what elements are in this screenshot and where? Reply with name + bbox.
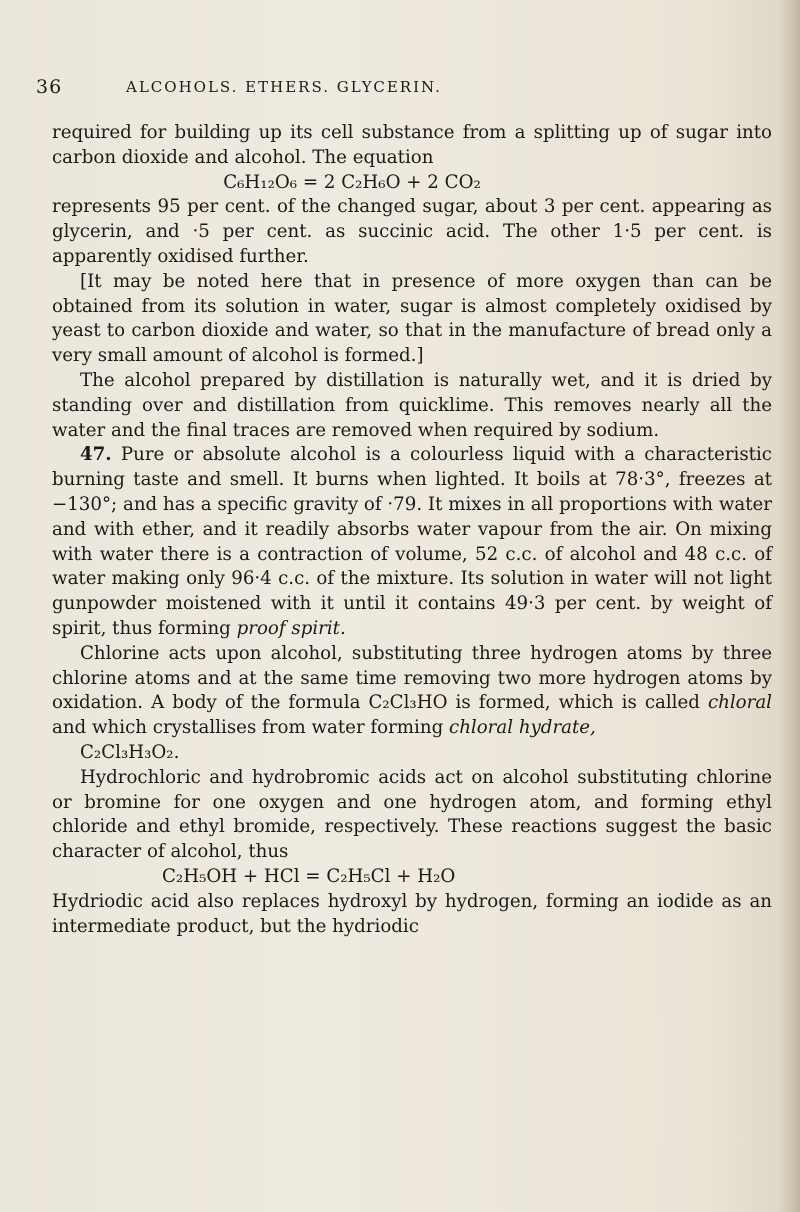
paragraph-text: and which crystallises from water forming [52, 717, 444, 739]
paragraph [52, 642, 772, 766]
paragraph: represents 95 per cent. of the changed sugar, about 3 per cent. appearing as glycerin, and ·5 per cent. as succinic acid. The other 1·5 per cent. is apparently oxidised further. [52, 196, 772, 267]
page-edge [776, 0, 800, 1212]
page-header [36, 76, 766, 104]
paragraph: [It may be noted here that in presence of more oxygen than can be obtained from its solution in water, sugar is almost completely oxidised by yeast to carbon dioxide and water, so that in the manufacture of bread only a very small amount of alcohol is formed.] [52, 270, 772, 367]
page-number: 36 [36, 76, 63, 98]
paragraph [52, 443, 772, 641]
body-text [52, 121, 772, 939]
paragraph: Hydriodic acid also replaces hydroxyl by hydrogen, forming an iodide as an intermediate product, but the hydriodic [52, 890, 772, 937]
italic-term: chloral [707, 692, 772, 714]
running-title: ALCOHOLS. ETHERS. GLYCERIN. [126, 78, 442, 96]
paragraph: The alcohol prepared by distillation is naturally wet, and it is dried by standing over and distillation from quicklime. This removes nearly all the water and the final traces are removed when required by sodium. [52, 369, 772, 441]
equation: C₆H₁₂O₆ = 2 C₂H₆O + 2 CO₂ [223, 171, 481, 193]
paragraph: Hydrochloric and hydrobromic acids act on alcohol substituting chlorine or bromine for one oxygen and one hydrogen atom, and forming ethyl chloride and ethyl bromide, respectively. These reactions suggest the basic character of alcohol, thus [52, 766, 772, 863]
paragraph: required for building up its cell substance from a splitting up of sugar into carbon dioxide and alcohol. The equation [52, 122, 772, 168]
equation: C₂H₅OH + HCl = C₂H₅Cl + H₂O [162, 865, 456, 887]
italic-term: chloral hydrate, [449, 717, 596, 739]
paragraph-text: Pure or absolute alcohol is a colourless liquid with a characteristic burning taste and smell. It burns when lighted. It boils at 78·3°, freezes at −130°; and has a specific gravity of ·79. It mixes in all proportions with water and with ether, and it readily absorbs water vapour from the air. On mixing with water there is a contraction of volume, 52 c.c. of alcohol and 48 c.c. of water making only 96·4 c.c. of the mixture. Its solution in water will not light gunpowder moistened with it until it contains 49·3 per cent. by weight of spirit, thus forming [52, 444, 772, 639]
formula: C₂Cl₃H₃O₂. [80, 741, 180, 763]
paragraph-text: Chlorine acts upon alcohol, substituting three hydrogen atoms by three chlorine atoms and at the same time removing two more hydrogen atoms by oxidation. A body of the formula C₂Cl₃HO is formed, which is called [52, 642, 772, 714]
italic-term: proof spirit. [236, 617, 346, 639]
section-number: 47. [80, 444, 112, 466]
